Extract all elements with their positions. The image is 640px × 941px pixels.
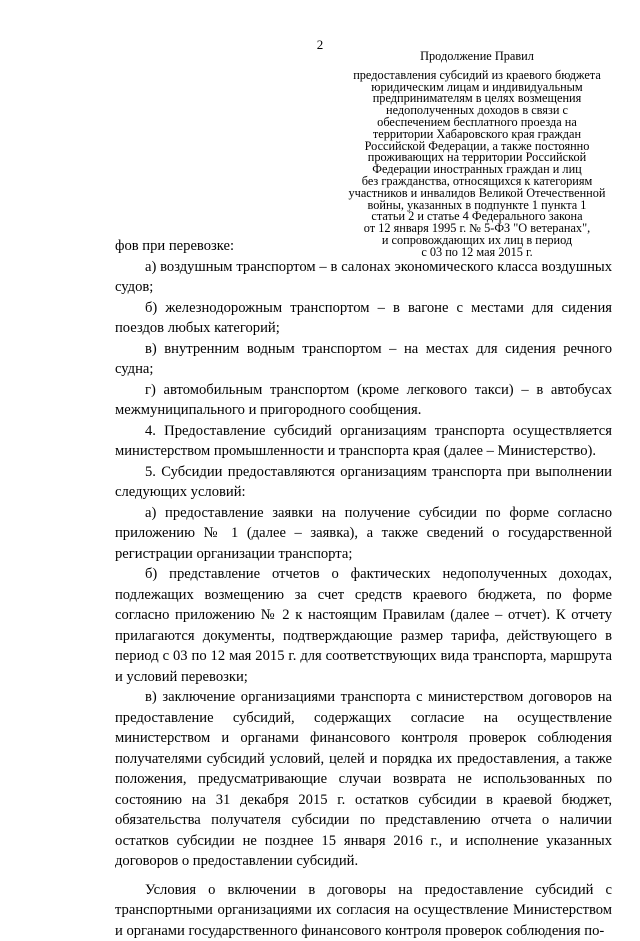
body-paragraph: б) железнодорожным транспортом – в вагоне с местами для сидения поездов любых категорий; — [115, 298, 612, 339]
document-body — [115, 236, 612, 941]
header-line: с 03 по 12 мая 2015 г. — [338, 247, 616, 259]
header-line: территории Хабаровского края граждан — [338, 129, 616, 141]
header-line: статьи 2 и статье 4 Федерального закона — [338, 211, 616, 223]
body-paragraph: а) воздушным транспортом – в салонах экономического класса воздушных судов; — [115, 257, 612, 298]
header-line: проживающих на территории Российской — [338, 152, 616, 164]
body-paragraph: фов при перевозке: — [115, 236, 612, 257]
header-line: войны, указанных в подпункте 1 пункта 1 — [338, 200, 616, 212]
rules-continuation-header — [338, 51, 616, 259]
header-title: Продолжение Правил — [338, 51, 616, 63]
body-paragraph: 5. Субсидии предоставляются организациям транспорта при выполнении следующих условий: — [115, 462, 612, 503]
header-line: участников и инвалидов Великой Отечественной — [338, 188, 616, 200]
header-line: Федерации иностранных граждан и лиц — [338, 164, 616, 176]
body-paragraph: г) автомобильным транспортом (кроме легкового такси) – в автобусах межмуниципального и пригородного сообщения. — [115, 380, 612, 421]
header-line: обеспечением бесплатного проезда на — [338, 117, 616, 129]
header-line: предоставления субсидий из краевого бюджета — [338, 70, 616, 82]
header-line: предпринимателям в целях возмещения — [338, 93, 616, 105]
header-line: без гражданства, относящихся к категориям — [338, 176, 616, 188]
body-paragraph: в) заключение организациями транспорта с министерством договоров на предоставление субсидий, содержащих согласие на осуществление министерством и органами финансового контроля проверок соблюдения получателями субсидий условий, целей и порядка их предоставления, а также положения, предусматривающие случаи возврата не использованных по состоянию на 31 декабря 2015 г. остатков субсидии в краевой бюджет, обязательства получателя субсидии по представлению отчета о наличии остатков субсидии не позднее 15 января 2016 г., и исполнение указанных договоров о предоставлении субсидий. — [115, 687, 612, 872]
header-line: и сопровождающих их лиц в период — [338, 235, 616, 247]
header-line: юридическим лицам и индивидуальным — [338, 82, 616, 94]
body-paragraph: б) представление отчетов о фактических недополученных доходах, подлежащих возмещению за счет средств краевого бюджета, по форме согласно приложению № 2 к настоящим Правилам (далее – отчет). К отчету прилагаются документы, подтверждающие размер тарифа, действующего в период с 03 по 12 мая 2015 г. для соответствующих вида транспорта, маршрута и условий перевозки; — [115, 564, 612, 687]
body-paragraph: Условия о включении в договоры на предоставление субсидий с транспортными организациями их согласия на осуществление Министерством и органами государственного финансового контроля проверок соблюдения по- — [115, 880, 612, 941]
body-paragraph: 4. Предоставление субсидий организациям транспорта осуществляется министерством промышленности и транспорта края (далее – Министерство). — [115, 421, 612, 462]
header-line: недополученных доходов в связи с — [338, 105, 616, 117]
header-line: от 12 января 1995 г. № 5-ФЗ "О ветеранах", — [338, 223, 616, 235]
page-number: 2 — [0, 37, 640, 53]
body-paragraph: а) предоставление заявки на получение субсидии по форме согласно приложению № 1 (далее – заявка), а также сведений о государственной регистрации организации транспорта; — [115, 503, 612, 565]
body-paragraph: в) внутренним водным транспортом – на местах для сидения речного судна; — [115, 339, 612, 380]
header-line: Российской Федерации, а также постоянно — [338, 141, 616, 153]
